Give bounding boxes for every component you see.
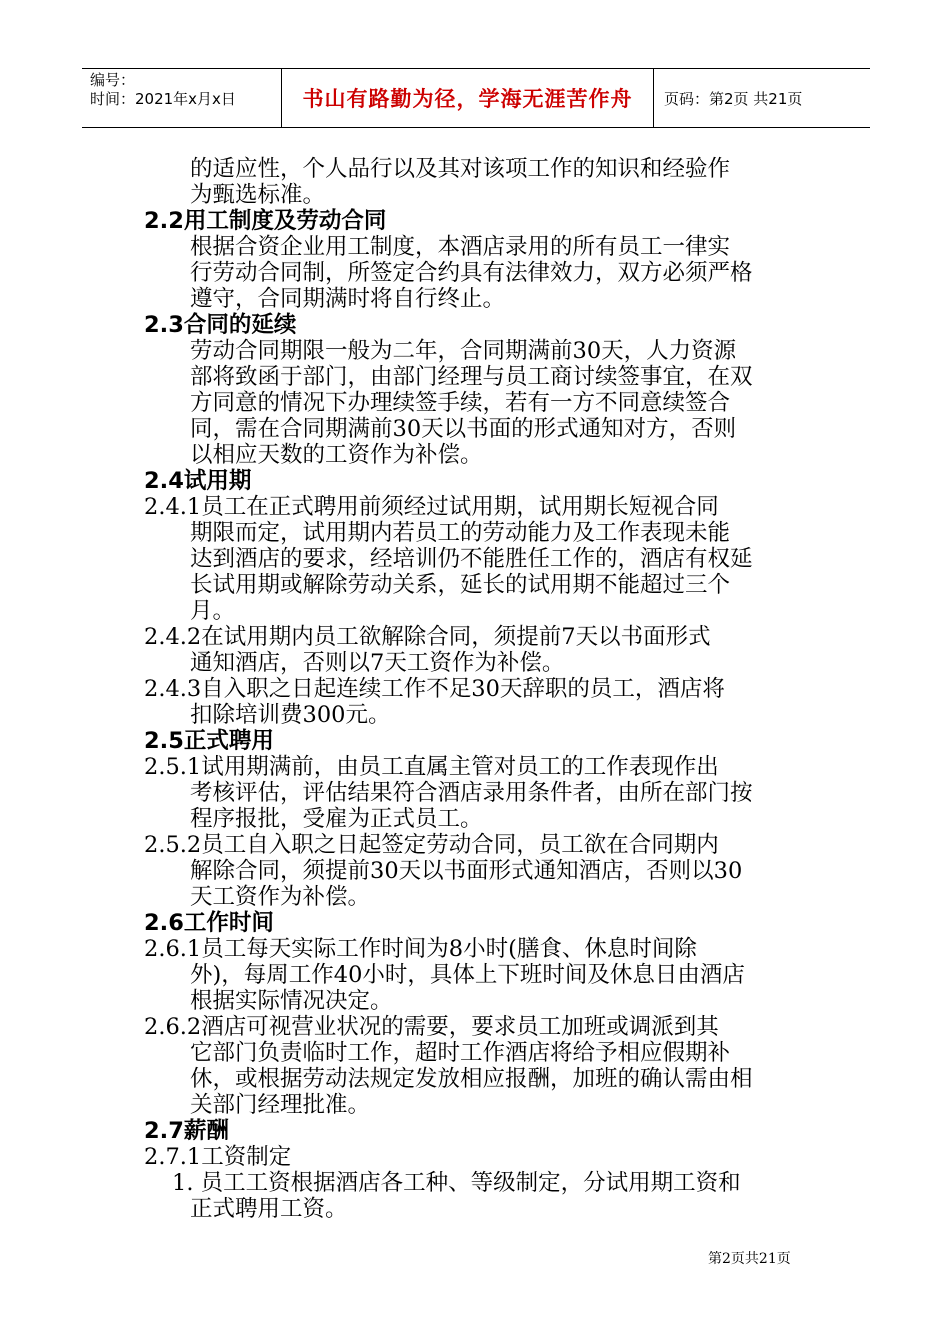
paragraph-line: 方同意的情况下办理续签手续，若有一方不同意续签合 (190, 390, 731, 416)
paragraph-line: 2.6.1员工每天实际工作时间为8小时(膳食、休息时间除 (144, 936, 697, 962)
paragraph-line: 行劳动合同制，所签定合约具有法律效力，双方必须严格 (190, 260, 753, 286)
paragraph-line: 达到酒店的要求，经培训仍不能胜任工作的，酒店有权延 (190, 546, 753, 572)
paragraph-line: 根据实际情况决定。 (190, 988, 393, 1014)
paragraph-line: 解除合同，须提前30天以书面形式通知酒店，否则以30 (190, 858, 743, 884)
page-header (82, 68, 870, 128)
header-page-info: 页码：第2页 共21页 (664, 89, 803, 108)
section-heading: 2.5正式聘用 (144, 728, 274, 754)
paragraph-line: 2.5.2员工自入职之日起签定劳动合同，员工欲在合同期内 (144, 832, 719, 858)
paragraph-line: 关部门经理批准。 (190, 1092, 371, 1118)
paragraph-line: 程序报批，受雇为正式员工。 (190, 806, 483, 832)
paragraph-line: 期限而定，试用期内若员工的劳动能力及工作表现未能 (190, 520, 731, 546)
paragraph-line: 2.6.2酒店可视营业状况的需要，要求员工加班或调派到其 (144, 1014, 719, 1040)
paragraph-line: 以相应天数的工资作为补偿。 (190, 442, 483, 468)
section-heading: 2.3合同的延续 (144, 312, 297, 338)
paragraph-line: 它部门负责临时工作，超时工作酒店将给予相应假期补 (190, 1040, 731, 1066)
paragraph-line: 根据合资企业用工制度，本酒店录用的所有员工一律实 (190, 234, 731, 260)
paragraph-line: 休，或根据劳动法规定发放相应报酬，加班的确认需由相 (190, 1066, 753, 1092)
section-heading: 2.7薪酬 (144, 1118, 229, 1144)
paragraph-line: 劳动合同期限一般为二年，合同期满前30天，人力资源 (190, 338, 737, 364)
paragraph-line: 2.4.1员工在正式聘用前须经过试用期，试用期长短视合同 (144, 494, 719, 520)
header-motto: 书山有路勤为径，学海无涯苦作舟 (302, 87, 633, 111)
section-heading: 2.2用工制度及劳动合同 (144, 208, 387, 234)
section-heading: 2.4试用期 (144, 468, 252, 494)
paragraph-line: 为甄选标准。 (190, 182, 326, 208)
paragraph-line: 天工资作为补偿。 (190, 884, 371, 910)
paragraph-line: 长试用期或解除劳动关系，延长的试用期不能超过三个 (190, 572, 731, 598)
header-meta (82, 69, 282, 127)
paragraph-line: 2.5.1试用期满前，由员工直属主管对员工的工作表现作出 (144, 754, 719, 780)
header-motto-cell (282, 69, 654, 127)
paragraph-line: 外)，每周工作40小时，具体上下班时间及休息日由酒店 (190, 962, 745, 988)
document-number-label: 编号： (90, 71, 136, 89)
paragraph-line: 正式聘用工资。 (190, 1196, 348, 1222)
paragraph-line: 2.7.1工资制定 (144, 1144, 292, 1170)
paragraph-line: 2.4.3自入职之日起连续工作不足30天辞职的员工，酒店将 (144, 676, 725, 702)
paragraph-line: 部将致函于部门，由部门经理与员工商讨续签事宜，在双 (190, 364, 753, 390)
paragraph-line: 扣除培训费300元。 (190, 702, 391, 728)
paragraph-line: 遵守，合同期满时将自行终止。 (190, 286, 506, 312)
document-time-label: 时间：2021年x月x日 (90, 90, 236, 108)
paragraph-line: 1. 员工工资根据酒店各工种、等级制定，分试用期工资和 (172, 1170, 741, 1196)
paragraph-line: 考核评估，评估结果符合酒店录用条件者，由所在部门按 (190, 780, 753, 806)
paragraph-line: 同，需在合同期满前30天以书面的形式通知对方，否则 (190, 416, 737, 442)
paragraph-line: 月。 (190, 598, 236, 624)
paragraph-line: 通知酒店，否则以7天工资作为补偿。 (190, 650, 565, 676)
paragraph-line: 2.4.2在试用期内员工欲解除合同，须提前7天以书面形式 (144, 624, 711, 650)
paragraph-line: 的适应性，个人品行以及其对该项工作的知识和经验作 (190, 156, 731, 182)
page-footer: 第2页共21页 (708, 1251, 791, 1267)
section-heading: 2.6工作时间 (144, 910, 274, 936)
